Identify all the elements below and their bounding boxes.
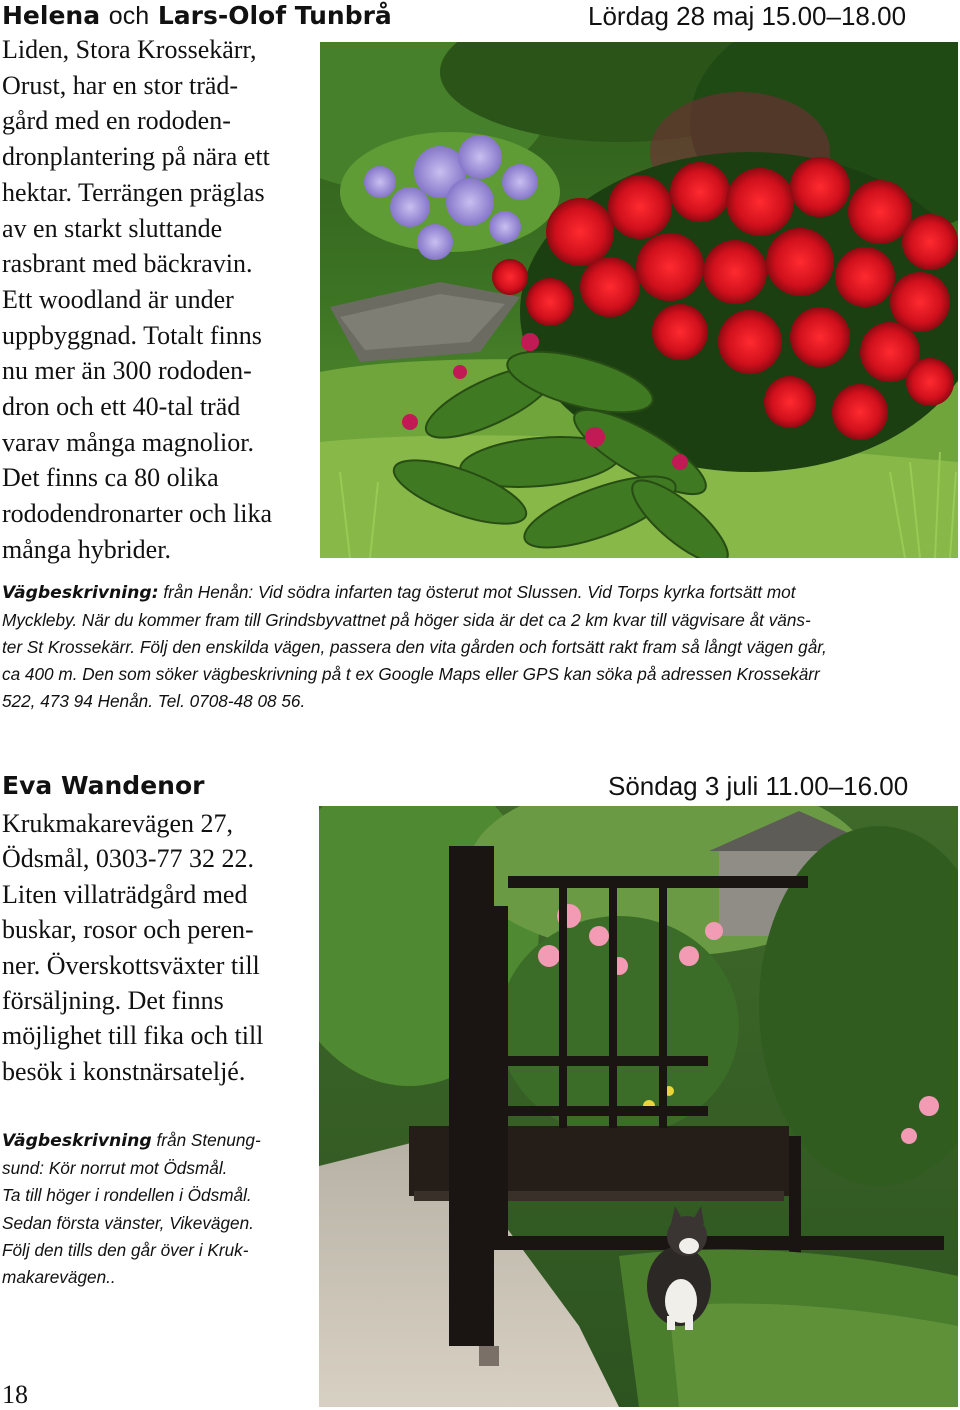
entry2-description-line: ner. Överskottsväxter till	[2, 950, 260, 980]
entry2-directions-label: Vägbeskrivning	[2, 1131, 152, 1151]
entry2-description-line: Krukmakarevägen 27,	[2, 809, 234, 838]
entry2-directions-line: makarevägen..	[2, 1267, 116, 1288]
entry1-description-line: Liden, Stora Krossekärr,	[2, 35, 257, 64]
entry1-description-line: rasbrant med bäckravin.	[2, 249, 253, 279]
entry1-directions-label: Vägbeskrivning:	[2, 583, 159, 603]
entry2-description	[2, 806, 263, 1089]
entry1-directions-line: från Henån: Vid södra infarten tag österut mot Slussen. Vid Torps kyrka fortsätt mot	[163, 582, 796, 602]
entry2-description-line: buskar, rosor och peren-	[2, 915, 254, 945]
entry1-directions	[2, 579, 957, 715]
entry1-description-line: rododendronarter och lika	[2, 499, 273, 529]
entry1-directions-line: 522, 473 94 Henån. Tel. 0708-48 08 56.	[2, 691, 306, 711]
entry2-directions-line: sund: Kör norrut mot Ödsmål.	[2, 1158, 228, 1179]
entry1-description-line: gård med en rododen-	[2, 106, 231, 136]
entry1-description-line: varav många magnolior.	[2, 427, 254, 457]
entry1-host-first: Helena	[2, 1, 101, 30]
entry1-description-line: Ett woodland är under	[2, 284, 234, 314]
entry1-description-line: hektar. Terrängen präglas	[2, 177, 265, 207]
entry2-directions	[2, 1127, 261, 1291]
entry1-description-line: dronplantering på nära ett	[2, 142, 270, 172]
entry1-host-second: Lars-Olof Tunbrå	[157, 1, 392, 30]
entry2-directions-line: Sedan första vänster, Vikevägen.	[2, 1212, 254, 1233]
rhododendron-garden-photo	[320, 42, 958, 558]
entry2-date: Söndag 3 juli 11.00–16.00	[608, 771, 909, 801]
entry2-directions-line: Ta till höger i rondellen i Ödsmål.	[2, 1185, 252, 1206]
entry1-description-line: Orust, har en stor träd-	[2, 70, 239, 100]
entry2-host-name: Eva Wandenor	[2, 771, 205, 800]
entry1-directions-line: Myckleby. När du kommer fram till Grindsbyvattnet på höger sida är det ca 2 km kvar till vägvisare åt väns-	[2, 610, 811, 630]
entry2-directions-line: från Stenung-	[156, 1130, 261, 1150]
entry1-host-names	[2, 0, 392, 32]
entry1-date: Lördag 28 maj 15.00–18.00	[588, 1, 907, 31]
entry1-description-line: Det finns ca 80 olika	[2, 463, 219, 493]
entry2-directions-line: Följ den tills den går över i Kruk-	[2, 1239, 249, 1260]
entry1-description-line: dron och ett 40-tal träd	[2, 392, 241, 422]
entry2-description-line: besök i konstnärsateljé.	[2, 1056, 246, 1086]
page-number: 18	[2, 1380, 28, 1409]
entry2-description-line: möjlighet till fika och till	[2, 1021, 264, 1051]
entry1-host-conj: och	[108, 2, 150, 30]
entry2-description-line: försäljning. Det finns	[2, 986, 224, 1016]
entry1-description	[2, 32, 272, 568]
entry1-directions-line: ca 400 m. Den som söker vägbeskrivning på t ex Google Maps eller GPS kan söka på adressen Krossekärr	[2, 664, 820, 684]
garden-trellis-cat-photo	[319, 806, 958, 1407]
entry1-description-line: nu mer än 300 rododen-	[2, 356, 252, 386]
entry2-description-line: Liten villaträdgård med	[2, 879, 248, 909]
entry1-description-line: uppbyggnad. Totalt finns	[2, 320, 262, 350]
entry1-description-line: av en starkt sluttande	[2, 213, 223, 243]
entry1-directions-line: ter St Krossekärr. Följ den enskilda vägen, passera den vita gården och fortsätt rakt fram så långt vägen går,	[2, 637, 827, 657]
entry1-description-line: många hybrider.	[2, 534, 171, 564]
entry2-description-line: Ödsmål, 0303-77 32 22.	[2, 844, 255, 874]
